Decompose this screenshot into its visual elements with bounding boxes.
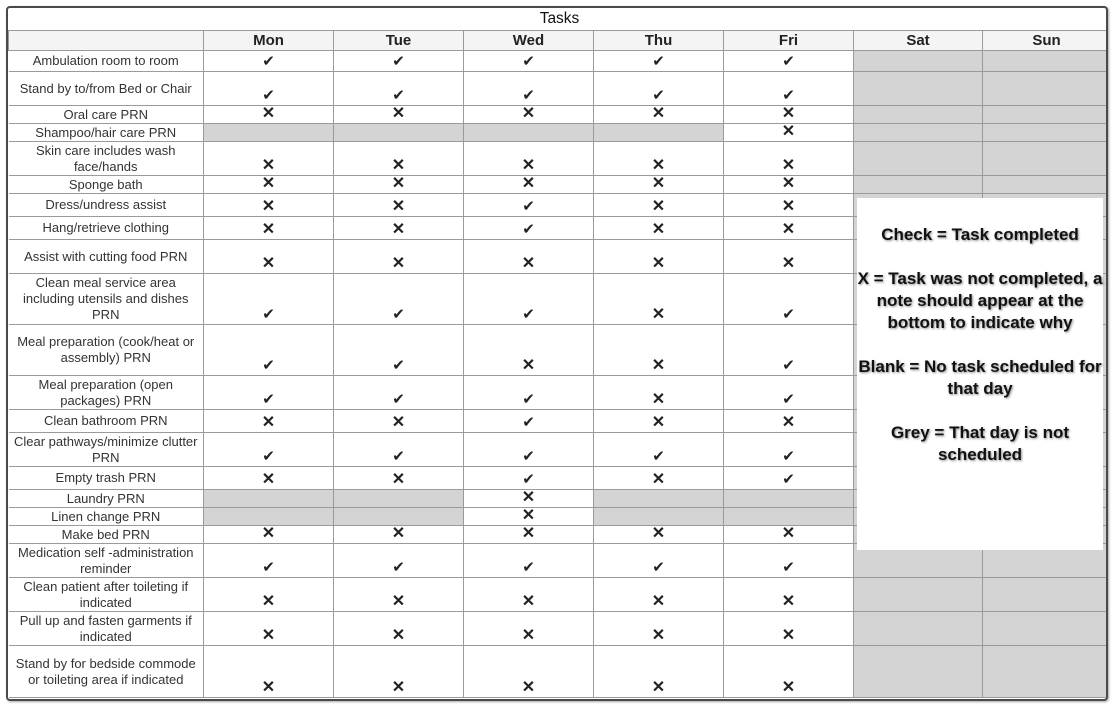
x-icon: ✕: [724, 176, 854, 194]
x-icon: ✕: [724, 410, 854, 433]
check-icon: ✔: [334, 544, 464, 578]
check-icon: ✔: [464, 274, 594, 325]
x-icon: ✕: [594, 194, 724, 217]
check-icon: ✔: [334, 433, 464, 467]
check-icon: ✔: [204, 325, 334, 376]
task-name: Make bed PRN: [9, 526, 204, 544]
x-icon: ✕: [204, 410, 334, 433]
day-header: Thu: [594, 31, 724, 51]
x-icon: ✕: [464, 526, 594, 544]
unscheduled-cell: [594, 124, 724, 142]
check-icon: ✔: [464, 217, 594, 240]
unscheduled-cell: [854, 142, 983, 176]
check-icon: ✔: [464, 410, 594, 433]
check-icon: ✔: [204, 433, 334, 467]
unscheduled-cell: [594, 508, 724, 526]
check-icon: ✔: [334, 72, 464, 106]
unscheduled-cell: [983, 72, 1109, 106]
check-icon: ✔: [464, 467, 594, 490]
unscheduled-cell: [983, 142, 1109, 176]
table-row: [9, 51, 1109, 72]
unscheduled-cell: [334, 508, 464, 526]
table-row: [9, 124, 1109, 142]
x-icon: ✕: [464, 325, 594, 376]
x-icon: ✕: [464, 240, 594, 274]
x-icon: ✕: [594, 325, 724, 376]
task-name: Clean bathroom PRN: [9, 410, 204, 433]
check-icon: ✔: [724, 433, 854, 467]
x-icon: ✕: [334, 240, 464, 274]
x-icon: ✕: [724, 646, 854, 698]
check-icon: ✔: [724, 72, 854, 106]
legend-blank: Blank = No task scheduled for that day: [858, 357, 1102, 398]
unscheduled-cell: [464, 124, 594, 142]
check-icon: ✔: [724, 325, 854, 376]
table-row: [9, 612, 1109, 646]
check-icon: ✔: [724, 51, 854, 72]
check-icon: ✔: [464, 544, 594, 578]
x-icon: ✕: [464, 106, 594, 124]
day-header: Wed: [464, 31, 594, 51]
task-name: Shampoo/hair care PRN: [9, 124, 204, 142]
table-title: Tasks: [9, 8, 1109, 31]
legend-grey: Grey = That day is not scheduled: [890, 423, 1070, 464]
x-icon: ✕: [204, 240, 334, 274]
check-icon: ✔: [594, 51, 724, 72]
x-icon: ✕: [594, 578, 724, 612]
unscheduled-cell: [854, 72, 983, 106]
check-icon: ✔: [594, 72, 724, 106]
check-icon: ✔: [724, 274, 854, 325]
x-icon: ✕: [464, 612, 594, 646]
x-icon: ✕: [464, 508, 594, 526]
unscheduled-cell: [983, 51, 1109, 72]
day-header: Mon: [204, 31, 334, 51]
unscheduled-cell: [334, 490, 464, 508]
x-icon: ✕: [334, 612, 464, 646]
day-header: Tue: [334, 31, 464, 51]
x-icon: ✕: [724, 106, 854, 124]
x-icon: ✕: [334, 194, 464, 217]
x-icon: ✕: [204, 612, 334, 646]
x-icon: ✕: [594, 410, 724, 433]
x-icon: ✕: [464, 646, 594, 698]
check-icon: ✔: [464, 433, 594, 467]
task-name: Stand by to/from Bed or Chair: [9, 72, 204, 106]
check-icon: ✔: [204, 544, 334, 578]
table-row: [9, 72, 1109, 106]
x-icon: ✕: [334, 106, 464, 124]
check-icon: ✔: [334, 325, 464, 376]
x-icon: ✕: [334, 410, 464, 433]
check-icon: ✔: [594, 544, 724, 578]
task-name: Linen change PRN: [9, 508, 204, 526]
x-icon: ✕: [204, 106, 334, 124]
task-name: Meal preparation (open packages) PRN: [9, 376, 204, 410]
check-icon: ✔: [334, 51, 464, 72]
x-icon: ✕: [724, 194, 854, 217]
x-icon: ✕: [594, 526, 724, 544]
check-icon: ✔: [724, 467, 854, 490]
check-icon: ✔: [204, 376, 334, 410]
check-icon: ✔: [464, 72, 594, 106]
x-icon: ✕: [724, 217, 854, 240]
unscheduled-cell: [854, 106, 983, 124]
x-icon: ✕: [464, 490, 594, 508]
x-icon: ✕: [594, 274, 724, 325]
x-icon: ✕: [334, 578, 464, 612]
x-icon: ✕: [724, 612, 854, 646]
day-header: Sat: [854, 31, 983, 51]
x-icon: ✕: [594, 467, 724, 490]
x-icon: ✕: [724, 526, 854, 544]
unscheduled-cell: [854, 612, 983, 646]
task-name: Clean meal service area including utensils and dishes PRN: [9, 274, 204, 325]
x-icon: ✕: [204, 526, 334, 544]
x-icon: ✕: [204, 467, 334, 490]
day-header: Fri: [724, 31, 854, 51]
check-icon: ✔: [204, 274, 334, 325]
unscheduled-cell: [983, 176, 1109, 194]
task-name: Dress/undress assist: [9, 194, 204, 217]
x-icon: ✕: [204, 176, 334, 194]
legend-panel: [857, 198, 1103, 550]
x-icon: ✕: [724, 142, 854, 176]
x-icon: ✕: [464, 176, 594, 194]
check-icon: ✔: [464, 51, 594, 72]
x-icon: ✕: [594, 376, 724, 410]
x-icon: ✕: [334, 217, 464, 240]
legend-x: X = Task was not completed, a note should appear at the bottom to indicate why: [857, 269, 1103, 332]
check-icon: ✔: [204, 51, 334, 72]
x-icon: ✕: [334, 467, 464, 490]
unscheduled-cell: [983, 124, 1109, 142]
x-icon: ✕: [594, 240, 724, 274]
unscheduled-cell: [854, 646, 983, 698]
x-icon: ✕: [204, 646, 334, 698]
x-icon: ✕: [204, 217, 334, 240]
task-name: Laundry PRN: [9, 490, 204, 508]
table-row: [9, 646, 1109, 698]
x-icon: ✕: [594, 142, 724, 176]
day-header-row: [9, 31, 1109, 51]
x-icon: ✕: [204, 194, 334, 217]
table-row: [9, 578, 1109, 612]
x-icon: ✕: [464, 142, 594, 176]
unscheduled-cell: [204, 508, 334, 526]
unscheduled-cell: [854, 51, 983, 72]
unscheduled-cell: [854, 176, 983, 194]
unscheduled-cell: [724, 508, 854, 526]
unscheduled-cell: [334, 124, 464, 142]
legend-check: Check = Task completed: [881, 225, 1079, 244]
unscheduled-cell: [724, 490, 854, 508]
task-name: Stand by for bedside commode or toileting area if indicated: [9, 646, 204, 698]
unscheduled-cell: [854, 578, 983, 612]
unscheduled-cell: [983, 106, 1109, 124]
unscheduled-cell: [204, 490, 334, 508]
x-icon: ✕: [724, 240, 854, 274]
tasks-sheet: [6, 6, 1108, 701]
check-icon: ✔: [464, 376, 594, 410]
task-name: Sponge bath: [9, 176, 204, 194]
x-icon: ✕: [334, 176, 464, 194]
check-icon: ✔: [594, 433, 724, 467]
unscheduled-cell: [204, 124, 334, 142]
table-row: [9, 142, 1109, 176]
x-icon: ✕: [204, 578, 334, 612]
x-icon: ✕: [724, 124, 854, 142]
unscheduled-cell: [854, 124, 983, 142]
task-name: Empty trash PRN: [9, 467, 204, 490]
table-row: [9, 176, 1109, 194]
unscheduled-cell: [983, 578, 1109, 612]
x-icon: ✕: [724, 578, 854, 612]
x-icon: ✕: [594, 612, 724, 646]
check-icon: ✔: [204, 72, 334, 106]
x-icon: ✕: [594, 176, 724, 194]
x-icon: ✕: [334, 526, 464, 544]
x-icon: ✕: [594, 106, 724, 124]
task-name: Ambulation room to room: [9, 51, 204, 72]
task-column-header: [9, 31, 204, 51]
x-icon: ✕: [204, 142, 334, 176]
task-name: Clean patient after toileting if indicated: [9, 578, 204, 612]
x-icon: ✕: [464, 578, 594, 612]
check-icon: ✔: [334, 376, 464, 410]
check-icon: ✔: [724, 544, 854, 578]
table-row: [9, 106, 1109, 124]
task-name: Pull up and fasten garments if indicated: [9, 612, 204, 646]
task-name: Assist with cutting food PRN: [9, 240, 204, 274]
check-icon: ✔: [464, 194, 594, 217]
task-name: Clear pathways/minimize clutter PRN: [9, 433, 204, 467]
x-icon: ✕: [334, 646, 464, 698]
task-name: Skin care includes wash face/hands: [9, 142, 204, 176]
check-icon: ✔: [334, 274, 464, 325]
task-name: Medication self -administration reminder: [9, 544, 204, 578]
unscheduled-cell: [594, 490, 724, 508]
task-name: Meal preparation (cook/heat or assembly) PRN: [9, 325, 204, 376]
x-icon: ✕: [594, 646, 724, 698]
check-icon: ✔: [724, 376, 854, 410]
x-icon: ✕: [334, 142, 464, 176]
x-icon: ✕: [594, 217, 724, 240]
task-name: Hang/retrieve clothing: [9, 217, 204, 240]
day-header: Sun: [983, 31, 1109, 51]
unscheduled-cell: [983, 646, 1109, 698]
unscheduled-cell: [983, 612, 1109, 646]
task-name: Oral care PRN: [9, 106, 204, 124]
